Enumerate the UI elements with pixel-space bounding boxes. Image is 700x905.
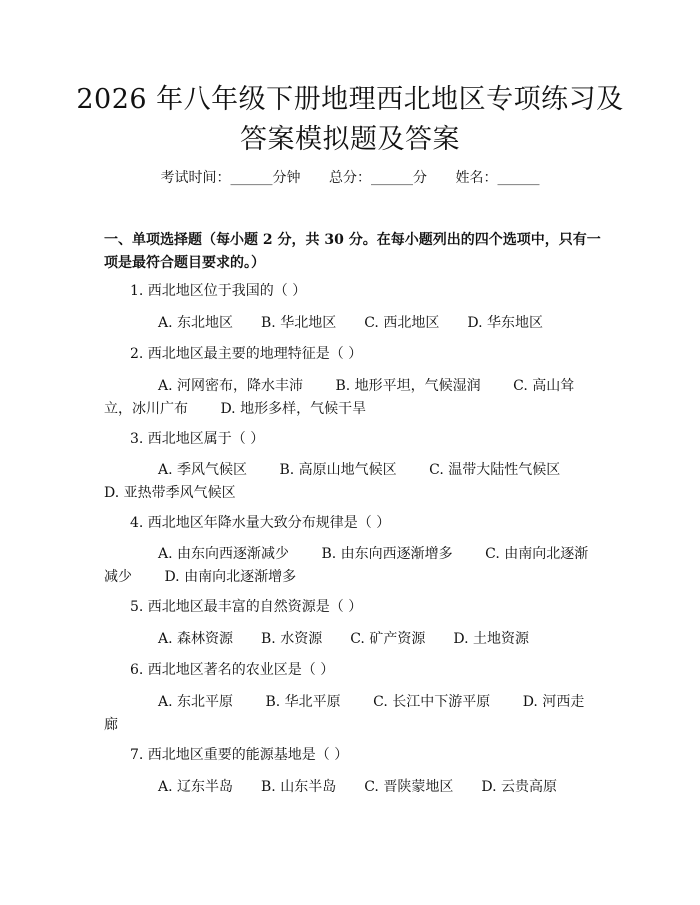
title-line-1: 2026 年八年级下册地理西北地区专项练习及 xyxy=(76,84,624,115)
option-3a: A. 季风气候区 xyxy=(158,462,248,478)
question-2: 2. 西北地区最主要的地理特征是（ ） xyxy=(130,346,363,362)
option-1d: D. 华东地区 xyxy=(467,315,543,331)
question-6: 6. 西北地区著名的农业区是（ ） xyxy=(130,662,335,678)
exam-info xyxy=(0,167,700,187)
option-3b: B. 高原山地气候区 xyxy=(279,462,397,478)
options-6 xyxy=(104,691,598,737)
option-5c: C. 矿产资源 xyxy=(350,631,426,647)
option-6a: A. 东北平原 xyxy=(158,694,234,710)
option-4d: D. 由南向北逐渐增多 xyxy=(164,569,297,585)
options-5 xyxy=(104,628,598,651)
option-1a: A. 东北地区 xyxy=(158,315,234,331)
option-1b: B. 华北地区 xyxy=(261,315,337,331)
option-5a: A. 森林资源 xyxy=(158,631,234,647)
question-1: 1. 西北地区位于我国的（ ） xyxy=(130,283,307,299)
question-5: 5. 西北地区最丰富的自然资源是（ ） xyxy=(130,599,363,615)
options-3 xyxy=(104,459,598,505)
option-1c: C. 西北地区 xyxy=(364,315,440,331)
student-name: 姓名：______ xyxy=(455,170,540,186)
options-4 xyxy=(104,543,598,589)
option-6c: C. 长江中下游平原 xyxy=(373,694,491,710)
exam-time: 考试时间：______分钟 xyxy=(160,170,301,186)
option-2c: C. 高山耸立，冰川广布 xyxy=(104,378,575,417)
option-5b: B. 水资源 xyxy=(261,631,323,647)
question-7: 7. 西北地区重要的能源基地是（ ） xyxy=(130,747,349,763)
options-2 xyxy=(104,375,598,421)
option-2d: D. 地形多样，气候干旱 xyxy=(220,401,367,417)
section-heading: 一、单项选择题（每小题 2 分，共 30 分。在每小题列出的四个选项中，只有一项是最符合题目要求的。） xyxy=(104,232,601,271)
options-7 xyxy=(104,776,598,799)
option-3c: C. 温带大陆性气候区 xyxy=(429,462,561,478)
option-4c: C. 由南向北逐渐减少 xyxy=(104,546,589,585)
option-7d: D. 云贵高原 xyxy=(481,779,557,795)
option-6b: B. 华北平原 xyxy=(265,694,341,710)
option-2a: A. 河网密布，降水丰沛 xyxy=(158,378,304,394)
option-7a: A. 辽东半岛 xyxy=(158,779,234,795)
option-4a: A. 由东向西逐渐减少 xyxy=(158,546,290,562)
option-3d: D. 亚热带季风气候区 xyxy=(104,485,236,501)
exam-score: 总分：______分 xyxy=(329,170,427,186)
option-5d: D. 土地资源 xyxy=(453,631,529,647)
option-2b: B. 地形平坦，气候湿润 xyxy=(335,378,481,394)
question-3: 3. 西北地区属于（ ） xyxy=(130,431,265,447)
option-4b: B. 由东向西逐渐增多 xyxy=(321,546,453,562)
question-4: 4. 西北地区年降水量大致分布规律是（ ） xyxy=(130,515,391,531)
page-title xyxy=(60,80,640,160)
option-7b: B. 山东半岛 xyxy=(261,779,337,795)
option-7c: C. 晋陕蒙地区 xyxy=(364,779,454,795)
option-6d: D. 河西走廊 xyxy=(104,694,585,733)
title-line-2: 答案模拟题及答案 xyxy=(240,124,460,155)
options-1 xyxy=(104,312,598,335)
